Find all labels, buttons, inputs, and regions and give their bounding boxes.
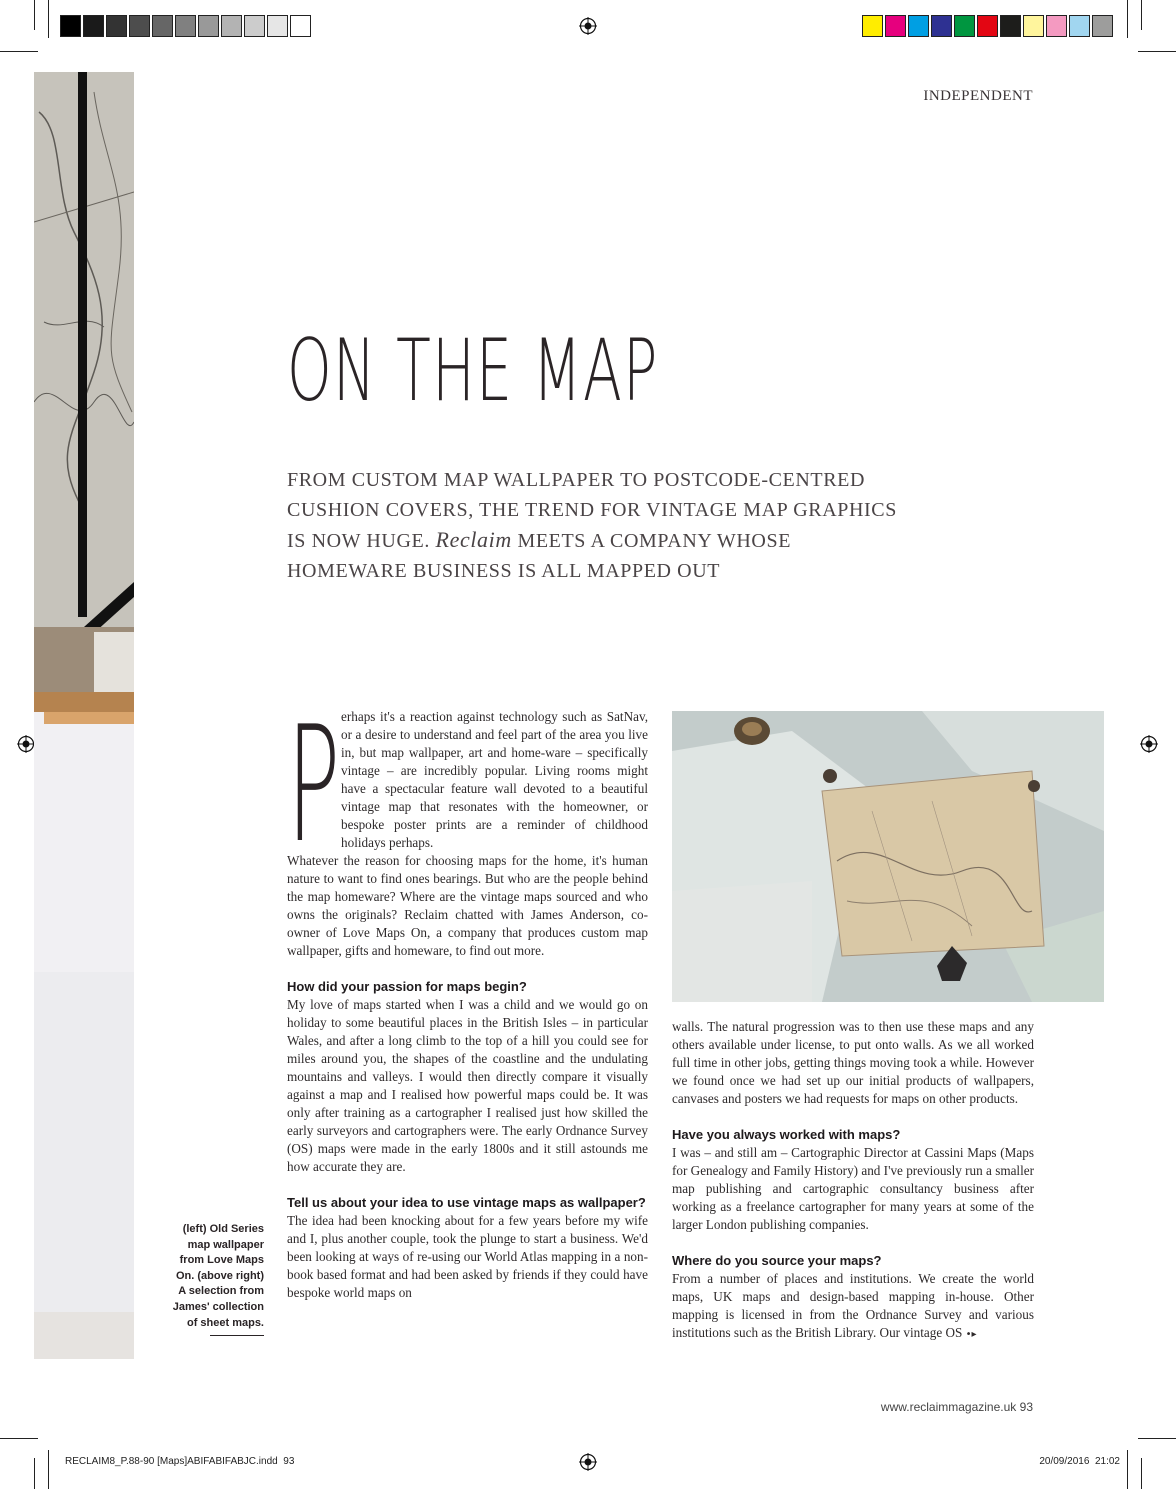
caption-rule xyxy=(210,1335,264,1336)
color-swatch xyxy=(885,15,906,37)
answer-text: walls. The natural progression was to then use these maps and any others available under license, to put onto walls. As we all worked full time in other jobs, getting things moving took a while. However we found once we had set up our initial products of wallpapers, canvases and posters we had requests for maps on other products. xyxy=(672,1019,1034,1106)
color-swatch xyxy=(1023,15,1044,37)
registration-mark-icon xyxy=(579,17,597,35)
color-swatch xyxy=(908,15,929,37)
color-swatch xyxy=(1092,15,1113,37)
question-heading: Where do you source your maps? xyxy=(672,1253,882,1268)
color-swatch xyxy=(1046,15,1067,37)
crop-mark xyxy=(1141,1458,1142,1489)
intro-text: Whatever the reason for choosing maps for the home, it's human nature to want to find ones bearings. But who are the people behind the map homeware? Where are the vintage maps sourced and who owns the originals? Reclaim chatted with James Anderson, co-owner of Love Maps On, a company that produces custom map wallpaper, gifts and homeware, to find out more. xyxy=(287,853,648,958)
answer-text: My love of maps started when I was a child and we would go on holiday to some beautiful places in the British Isles – in particular Wales, and after a long climb to the top of a hill you could see for miles around you, the shapes of the coastline and the undulating mountains and valleys. I would then directly compare it visually against a map and I realised how powerful maps could be. It was only after training as a cartographer I realised just how skilled the early surveyors and cartographers were. The early Ordnance Survey (OS) maps were made in the early 1800s and it still astounds me how accurate they are. xyxy=(287,997,648,1174)
answer-text-end: From a number of places and institutions. We create the world maps, UK maps and design-based mapping in-house. Other mapping is licensed in from the Ordnance Survey and various institutions such as the British Library. Our vintage OS xyxy=(672,1271,1034,1340)
standfirst xyxy=(287,466,907,586)
grayscale-swatch xyxy=(198,15,219,37)
slug-file: RECLAIM8_P.88-90 [Maps]ABIFABIFABJC.indd xyxy=(65,1456,278,1467)
article-column-2 xyxy=(672,1018,1034,1344)
crop-mark xyxy=(1138,1438,1176,1439)
registration-mark-icon xyxy=(579,1453,597,1471)
continue-arrow-icon: •▸ xyxy=(965,1329,977,1340)
map-wallpaper-illustration xyxy=(34,72,134,1359)
registration-mark-icon xyxy=(1140,735,1158,753)
website-url: www.reclaimmagazine.uk xyxy=(880,1400,1017,1414)
color-swatch xyxy=(1069,15,1090,37)
caption-text: (left) Old Series map wallpaper from Love Maps On. (above right) A selection from James' collection of sheet maps. xyxy=(172,1223,264,1329)
color-swatch xyxy=(977,15,998,37)
crop-mark xyxy=(0,1438,38,1439)
slug-date: 20/09/2016 xyxy=(1039,1456,1090,1467)
crop-mark xyxy=(34,0,35,30)
grayscale-swatch xyxy=(129,15,150,37)
slug-time: 21:02 xyxy=(1094,1456,1120,1467)
grayscale-swatch xyxy=(175,15,196,37)
slug-file-page: 93 xyxy=(283,1456,295,1467)
question-heading: Tell us about your idea to use vintage maps as wallpaper? xyxy=(287,1195,646,1210)
page-number: 93 xyxy=(1019,1400,1033,1414)
grayscale-swatch xyxy=(221,15,242,37)
footer xyxy=(881,1400,1033,1414)
grayscale-swatch xyxy=(106,15,127,37)
answer-text: The idea had been knocking about for a few years before my wife and I, plus another couple, took the plunge to start a business. We'd been looking at ways of re-using our World Atlas mapping in a non-book based format and had been asked by friends if they could have bespoke world maps on xyxy=(287,1213,648,1300)
crop-mark xyxy=(34,1458,35,1489)
article-title: ON THE MAP xyxy=(287,321,659,421)
intro-paragraph-indented xyxy=(341,708,648,852)
slug-filename xyxy=(65,1456,294,1467)
map-wallpaper-photo xyxy=(34,72,134,1359)
grayscale-swatch xyxy=(60,15,81,37)
color-swatch xyxy=(954,15,975,37)
grayscale-swatch xyxy=(83,15,104,37)
slug-timestamp xyxy=(1039,1456,1120,1467)
crop-mark xyxy=(1127,1450,1128,1489)
crop-mark xyxy=(48,0,49,38)
answer-text: I was – and still am – Cartographic Director at Cassini Maps (Maps for Genealogy and Family History) and I've previously run a smaller map publishing and cartographic consultancy business after working as a freelance cartographer for many years at some of the larger London publishing companies. xyxy=(672,1145,1035,1232)
crop-mark xyxy=(0,51,38,52)
color-swatch xyxy=(862,15,883,37)
crop-mark xyxy=(1127,0,1128,38)
crop-mark xyxy=(1138,51,1176,52)
color-swatch xyxy=(1000,15,1021,37)
standfirst-text: FROM CUSTOM MAP WALLPAPER TO POSTCODE-CENTRED CUSHION COVERS, THE TREND FOR VINTAGE MAP GRAPHICS IS NOW HUGE. xyxy=(287,469,897,552)
sheet-maps-illustration xyxy=(672,711,1104,1002)
crop-mark xyxy=(1141,0,1142,30)
question-heading: Have you always worked with maps? xyxy=(672,1127,901,1142)
question-heading: How did your passion for maps begin? xyxy=(287,979,527,994)
grayscale-swatch xyxy=(267,15,288,37)
grayscale-swatch xyxy=(152,15,173,37)
grayscale-swatch xyxy=(290,15,311,37)
article-column-1 xyxy=(287,852,648,1302)
sheet-maps-photo xyxy=(672,711,1104,1002)
photo-caption xyxy=(172,1222,264,1336)
registration-mark-icon xyxy=(17,735,35,753)
answer-text xyxy=(672,1270,1034,1344)
color-swatch xyxy=(931,15,952,37)
intro-text: erhaps it's a reaction against technology such as SatNav, or a desire to understand and feel part of the area you live in, but map wallpaper, art and home-ware – specifically vintage – are incredibly popular. Living rooms might have a spectacular feature wall devoted to a beautiful vintage map that resonates with the homeowner, or bespoke poster prints are a reminder of childhood holidays perhaps. xyxy=(341,709,648,850)
drop-cap: P xyxy=(287,691,341,878)
grayscale-swatch xyxy=(244,15,265,37)
brand-name: Reclaim xyxy=(435,527,512,552)
crop-mark xyxy=(48,1450,49,1489)
section-label: INDEPENDENT xyxy=(923,88,1033,104)
standfirst-text: MEETS A COMPANY WHOSE HOMEWARE BUSINESS IS ALL MAPPED OUT xyxy=(287,530,792,582)
